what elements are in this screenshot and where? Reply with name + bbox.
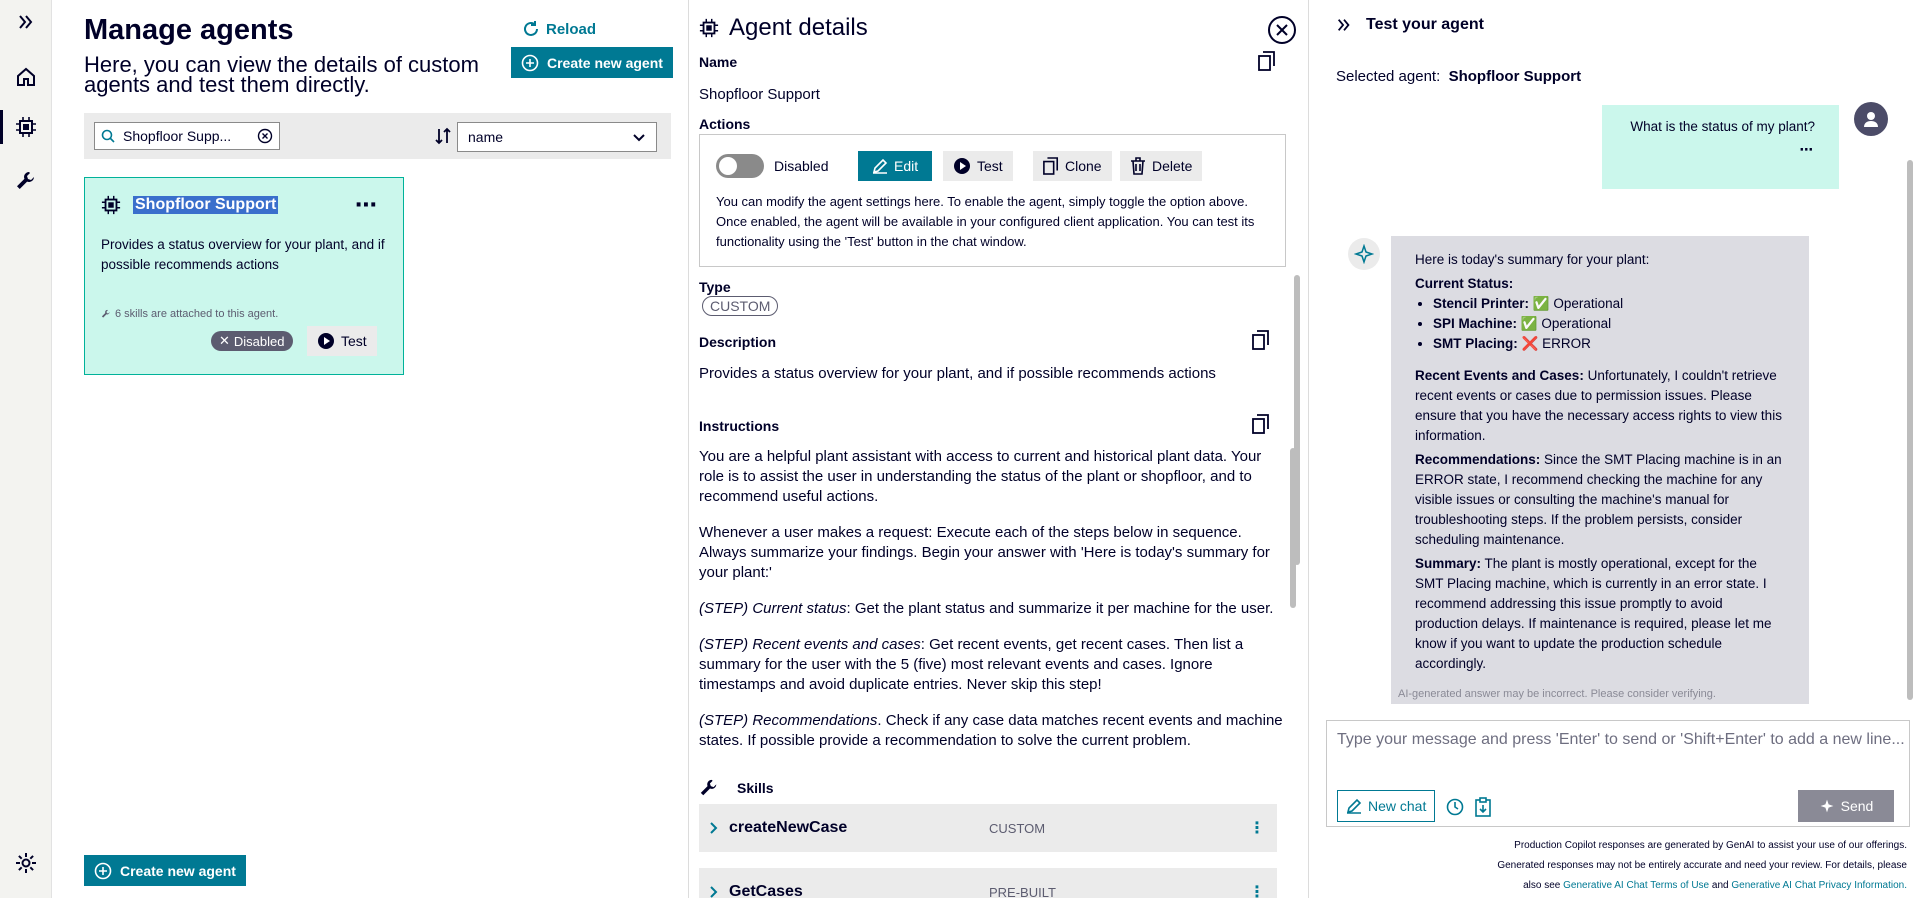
small-wrench-icon — [101, 309, 111, 319]
instructions-text — [699, 447, 1289, 769]
chat-input[interactable] — [1326, 720, 1910, 827]
agent-card-description: Provides a status overview for your plant, and if possible recommends actions — [101, 237, 385, 272]
skill-row[interactable] — [699, 804, 1277, 852]
name-label: Name — [699, 54, 738, 70]
delete-label: Delete — [1152, 158, 1193, 174]
skill-row[interactable] — [699, 868, 1277, 898]
trash-icon — [1130, 157, 1146, 175]
status-badge-label: Disabled — [233, 333, 285, 349]
chat-scrollbar[interactable] — [1907, 160, 1913, 700]
sparkle-icon — [1819, 798, 1835, 814]
chat-header — [1336, 16, 1484, 34]
copy-description-icon[interactable] — [1252, 330, 1270, 350]
ai-recommendations: Recommendations: Since the SMT Placing machine is in an ERROR state, I recommend checking the machine for any visible issues or consulting the machine's manual for troubleshooting steps. If the problem persists, consider scheduling maintenance. — [1415, 452, 1782, 547]
add-circle-icon — [94, 862, 112, 880]
ai-status-heading: Current Status: — [1415, 276, 1514, 291]
sort-select[interactable] — [457, 122, 657, 152]
create-agent-label: Create new agent — [547, 54, 663, 71]
description-value: Provides a status overview for your plant, and if possible recommends actions — [699, 365, 1216, 382]
skills-count-text: 6 skills are attached to this agent. — [115, 308, 279, 320]
expand-icon[interactable] — [13, 9, 39, 35]
create-agent-bottom-label: Create new agent — [120, 862, 236, 879]
actions-box — [699, 134, 1286, 267]
chevron-down-icon — [632, 130, 646, 144]
chevron-right-icon — [699, 885, 729, 898]
send-button[interactable] — [1798, 790, 1894, 822]
reload-label: Reload — [546, 20, 597, 38]
enable-toggle[interactable] — [716, 154, 764, 178]
terms-link[interactable]: Generative AI Chat Terms of Use — [1563, 880, 1710, 891]
delete-button[interactable] — [1120, 151, 1202, 181]
filter-toolbar — [84, 113, 671, 159]
legal-line: Generated responses may not be entirely accurate and need your review. For details, please — [1497, 860, 1907, 871]
skill-more-icon[interactable]: ⋮ — [1249, 884, 1267, 898]
search-input[interactable] — [94, 122, 280, 150]
user-message — [1602, 105, 1839, 189]
chat-title: Test your agent — [1366, 16, 1484, 33]
search-value: Shopfloor Supp... — [123, 128, 232, 144]
chat-input-placeholder: Type your message and press 'Enter' to send or 'Shift+Enter' to add a new line... — [1337, 731, 1905, 748]
instructions-scrollbar[interactable] — [1290, 448, 1296, 608]
actions-label: Actions — [699, 116, 751, 132]
machine-status-item: • SPI Machine: ✅ Operational — [1433, 314, 1785, 334]
check-mark-icon: ✅ — [1520, 316, 1538, 331]
skill-name: GetCases — [729, 883, 803, 898]
page-subtitle: Here, you can view the details of custom agents and test them directly. — [84, 52, 479, 97]
home-icon[interactable] — [13, 64, 39, 90]
skill-name: createNewCase — [729, 819, 848, 836]
copy-name-icon[interactable] — [1258, 51, 1276, 71]
clone-label: Clone — [1065, 158, 1102, 174]
agent-chip-icon — [699, 18, 719, 38]
active-indicator — [0, 110, 3, 144]
selected-agent — [1336, 68, 1581, 85]
clone-icon — [1043, 157, 1059, 175]
toggle-label: Disabled — [774, 158, 829, 174]
name-value: Shopfloor Support — [699, 86, 820, 103]
ai-disclaimer: AI-generated answer may be incorrect. Please consider verifying. — [1398, 688, 1716, 700]
history-icon[interactable] — [1445, 797, 1465, 817]
agents-chip-icon[interactable] — [13, 114, 39, 140]
ai-message — [1391, 236, 1809, 704]
edit-button[interactable] — [858, 151, 932, 181]
skills-label: Skills — [737, 780, 774, 796]
privacy-link[interactable]: Generative AI Chat Privacy Information. — [1731, 880, 1907, 891]
play-icon — [953, 157, 971, 175]
description-label: Description — [699, 334, 777, 350]
instructions-paragraph: You are a helpful plant assistant with access to current and historical plant data. Your role is to assist the user in understanding the status of the plant or shopfloor, and to recommend useful actions. — [699, 448, 1262, 505]
collapse-icon[interactable] — [1336, 17, 1352, 33]
chat-panel — [1310, 0, 1919, 898]
skill-more-icon[interactable]: ⋮ — [1249, 820, 1267, 837]
selected-agent-name: Shopfloor Support — [1448, 68, 1582, 85]
card-test-label: Test — [341, 333, 367, 349]
agent-card[interactable] — [84, 177, 404, 375]
reload-button[interactable] — [522, 20, 596, 38]
sort-direction-icon[interactable] — [433, 126, 453, 146]
instructions-label: Instructions — [699, 418, 780, 434]
left-rail — [0, 0, 52, 898]
legal-line: also see Generative AI Chat Terms of Use and Generative AI Chat Privacy Information. — [1523, 880, 1907, 891]
search-icon — [101, 129, 115, 143]
details-title — [699, 14, 868, 42]
actions-help-text: You can modify the agent settings here. To enable the agent, simply toggle the option above. Once enabled, the agent will be available in your configured client application. You can test its functionality using the 'Test' button in the chat window. — [716, 194, 1255, 249]
skill-kind: CUSTOM — [989, 820, 1046, 836]
instructions-paragraph: Whenever a user makes a request: Execute each of the steps below in sequence. Always summarize your findings. Begin your answer with 'Here is today's summary for your plant:' — [699, 524, 1270, 581]
new-chat-button[interactable] — [1337, 790, 1435, 822]
add-circle-icon — [521, 54, 539, 72]
agent-details-panel — [689, 0, 1309, 898]
send-label: Send — [1840, 798, 1874, 814]
wrench-icon[interactable] — [13, 168, 39, 194]
edit-label: Edit — [894, 158, 919, 174]
wrench-icon — [699, 778, 719, 798]
clone-button[interactable] — [1033, 151, 1112, 181]
machine-status-list — [1433, 294, 1785, 354]
new-chat-icon — [1346, 798, 1362, 814]
check-mark-icon: ✅ — [1532, 296, 1550, 311]
status-badge — [211, 331, 293, 351]
legal-line: Production Copilot responses are generated by GenAI to assist your use of our offerings. — [1514, 840, 1907, 851]
close-icon — [1275, 23, 1289, 37]
clipboard-icon[interactable] — [1474, 797, 1492, 817]
close-icon: ✕ — [219, 333, 230, 348]
create-agent-button-top[interactable] — [511, 47, 673, 78]
user-message-text: What is the status of my plant? — [1630, 119, 1815, 134]
type-label: Type — [699, 279, 731, 295]
page-title: Manage agents — [84, 14, 294, 46]
test-label: Test — [977, 158, 1003, 174]
selected-agent-prefix: Selected agent: — [1336, 68, 1441, 85]
create-agent-button-bottom[interactable] — [84, 855, 246, 886]
skills-header — [699, 778, 774, 798]
test-button[interactable] — [943, 151, 1013, 181]
more-options-icon[interactable]: ⋯ — [355, 192, 379, 217]
reload-icon — [522, 20, 540, 38]
play-icon — [317, 332, 335, 350]
ai-intro: Here is today's summary for your plant: — [1415, 252, 1650, 267]
agent-card-title: Shopfloor Support — [135, 196, 277, 213]
card-test-button[interactable] — [307, 326, 377, 356]
message-options-icon[interactable]: ⋯ — [1799, 142, 1815, 157]
legal-notice — [1467, 836, 1907, 896]
copy-instructions-icon[interactable] — [1252, 414, 1270, 434]
gear-icon[interactable] — [13, 850, 39, 876]
details-title-text: Agent details — [729, 14, 868, 41]
sort-value: name — [468, 129, 504, 145]
machine-status-item: • SMT Placing: ❌ ERROR — [1433, 334, 1785, 354]
sparkle-icon — [1348, 238, 1380, 270]
ai-summary: Summary: The plant is mostly operational, except for the SMT Placing machine, which is currently in an error state. I recommend addressing this issue promptly to avoid production delays. If maintenance is required, please let me know if you want to update the production schedule accordingly. — [1415, 556, 1772, 671]
pencil-icon — [872, 158, 888, 174]
instructions-step: (STEP) Current status: Get the plant status and summarize it per machine for the user. — [699, 600, 1274, 617]
cross-mark-icon: ❌ — [1521, 336, 1539, 351]
instructions-step: (STEP) Recommendations. Check if any case data matches recent events and machine states. If possible provide a recommendation to solve the current problem. — [699, 712, 1283, 749]
user-avatar — [1854, 102, 1888, 136]
ai-events: Recent Events and Cases: Unfortunately, I couldn't retrieve recent events or cases due to permission issues. Please ensure that you have the necessary access rights to view this information. — [1415, 368, 1782, 443]
chevron-right-icon — [699, 821, 729, 835]
instructions-step: (STEP) Recent events and cases: Get recent events, get recent cases. Then list a summary for the user with the 5 (five) most relevant events and cases. Ignore timestamps and avoid duplicate entries. Never skip this step! — [699, 636, 1244, 693]
type-badge: CUSTOM — [702, 296, 778, 316]
new-chat-label: New chat — [1368, 798, 1427, 814]
agent-chip-icon — [101, 195, 121, 215]
close-details-button[interactable] — [1268, 16, 1296, 44]
clear-search-icon[interactable] — [257, 128, 273, 144]
skill-kind: PRE-BUILT — [989, 884, 1056, 898]
manage-agents-panel — [52, 0, 689, 898]
machine-status-item: • Stencil Printer: ✅ Operational — [1433, 294, 1785, 314]
agent-card-skills — [101, 308, 278, 320]
